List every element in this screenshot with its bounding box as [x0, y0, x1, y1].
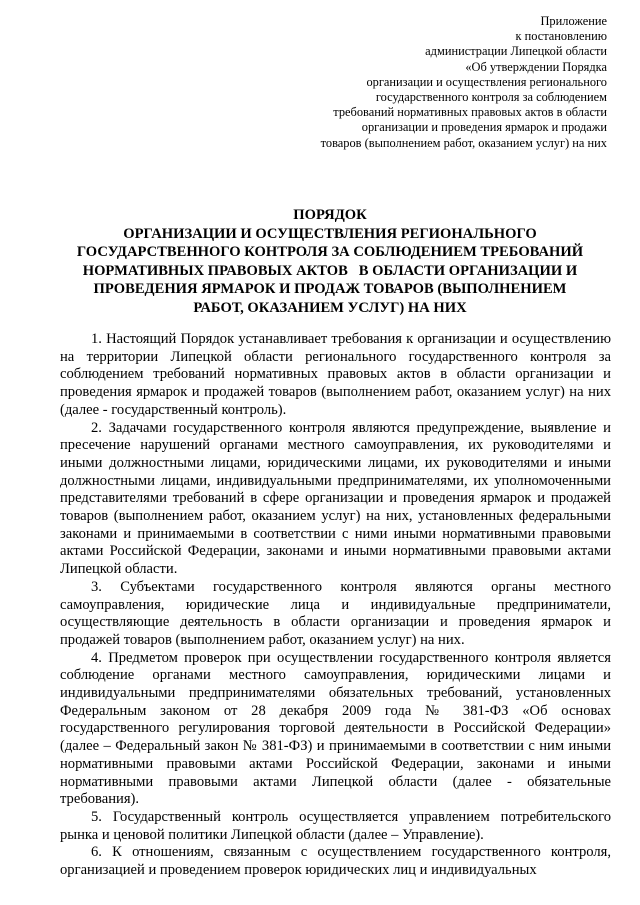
title-line: НОРМАТИВНЫХ ПРАВОВЫХ АКТОВ В ОБЛАСТИ ОРГАНИЗАЦИИ И [82, 262, 578, 279]
title-line: ПОРЯДОК [293, 207, 367, 223]
appendix-line: администрации Липецкой области [425, 44, 607, 59]
appendix-line: организации и проведения ярмарок и продажи [361, 120, 607, 135]
paragraph-1: 1. Настоящий Порядок устанавливает требования к организации и осуществлению на территории Липецкой области регионального государственного контроля за соблюдением требований нормативных правовых актов в области организации и проведения ярмарок и продажей товаров (выполнением работ, оказанием услуг) на них (далее - государственный контроль). [60, 331, 611, 418]
document-body [60, 331, 611, 880]
appendix-line: государственного контроля за соблюдением [375, 90, 607, 105]
paragraph-2: 2. Задачами государственного контроля являются предупреждение, выявление и пресечение нарушений органами местного самоуправления, их руководителями и иными должностными лицами, юридическими лицами, их руководителями и иными должностными лицами, индивидуальными предпринимателями, их уполномоченными представителями требований в сфере организации и проведения ярмарок и продажей товаров (выполнением работ, оказанием услуг) на них, установленных федеральными законами и принимаемыми в соответствии с ними иными нормативными правовыми актами Российской Федерации, законами и иными нормативными правовыми актами Липецкой области. [60, 419, 611, 578]
appendix-line: Приложение [540, 14, 607, 28]
paragraph-4: 4. Предметом проверок при осуществлении государственного контроля является соблюдение органами местного самоуправления, юридическими лицами и индивидуальными предпринимателями обязательных требований, установленных Федеральным законом от 28 декабря 2009 года № 381-ФЗ «Об основах государственного регулирования торговой деятельности в Российской Федерации» (далее – Федеральный закон № 381-ФЗ) и принимаемыми в соответствии с ним иными нормативными правовыми актами Российской Федерации, законами и иными нормативными правовыми актами Липецкой области (далее - обязательные требования). [60, 649, 611, 808]
title-line: РАБОТ, ОКАЗАНИЕМ УСЛУГ) НА НИХ [193, 299, 467, 316]
title-line: ОРГАНИЗАЦИИ И ОСУЩЕСТВЛЕНИЯ РЕГИОНАЛЬНОГО [123, 225, 537, 242]
appendix-line: к постановлению [515, 29, 607, 44]
appendix-line: организации и осуществления регионального [366, 74, 607, 89]
paragraph-3: 3. Субъектами государственного контроля являются органы местного самоуправления, юридические лица и индивидуальные предприниматели, осуществляющие деятельность в области организации и проведения ярмарок и продажей товаров (выполнением работ, оказанием услуг) на них. [60, 578, 611, 648]
title-line: ПРОВЕДЕНИЯ ЯРМАРОК И ПРОДАЖ ТОВАРОВ (ВЫПОЛНЕНИЕМ [93, 281, 567, 298]
appendix-line: «Об утверждении Порядка [465, 59, 607, 74]
title-line: ГОСУДАРСТВЕННОГО КОНТРОЛЯ ЗА СОБЛЮДЕНИЕМ ТРЕБОВАНИЙ [76, 244, 584, 261]
paragraph-5: 5. Государственный контроль осуществляется управлением потребительского рынка и ценовой политики Липецкой области (далее – Управление). [60, 808, 611, 843]
document-title [40, 206, 620, 318]
paragraph-6: 6. К отношениям, связанным с осуществлением государственного контроля, организацией и проведением проверок юридических лиц и индивидуальных [60, 844, 611, 879]
appendix-line: товаров (выполнением работ, оказанием услуг) на них [320, 135, 607, 150]
appendix-line: требований нормативных правовых актов в области [333, 105, 607, 120]
appendix-header [267, 14, 607, 151]
